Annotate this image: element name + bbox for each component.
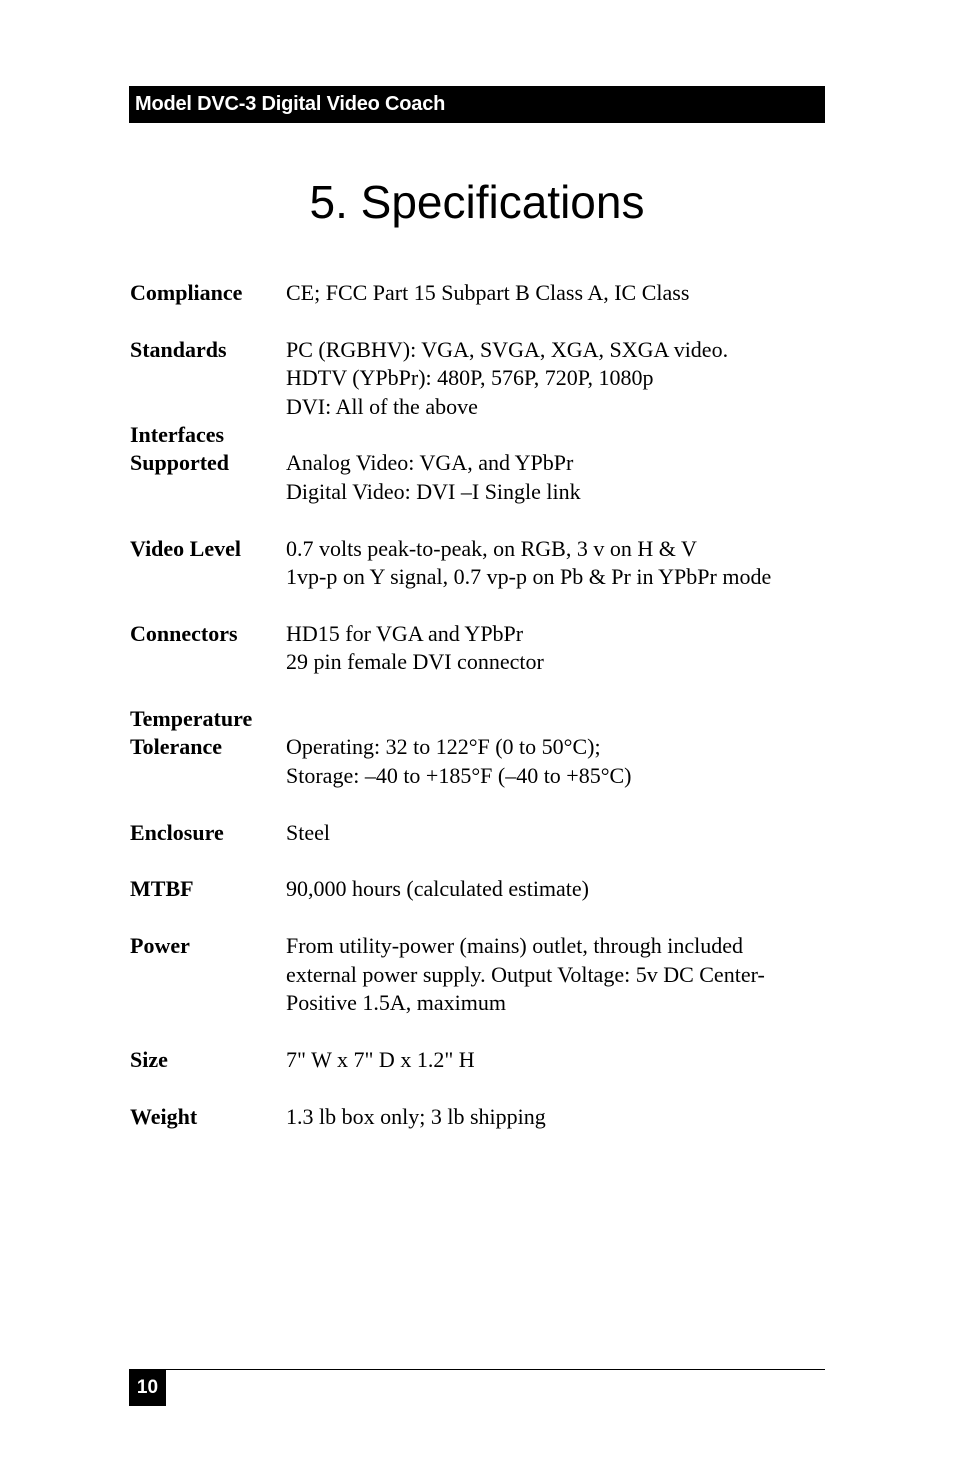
spec-row-enclosure: [130, 819, 830, 847]
spec-value: [286, 705, 830, 733]
spec-row-connectors: [130, 620, 830, 677]
spec-value: Steel: [286, 819, 330, 845]
spec-label: Standards: [130, 336, 227, 362]
spec-value: Storage: –40 to +185°F (–40 to +85°C): [286, 762, 632, 788]
spec-value: external power supply. Output Voltage: 5v DC Center-: [286, 961, 765, 987]
spec-values: [286, 421, 830, 506]
spec-values: [286, 705, 830, 790]
spec-row-interfaces-supported: [130, 421, 830, 506]
spec-value: 1.3 lb box only; 3 lb shipping: [286, 1103, 546, 1129]
spec-value: HD15 for VGA and YPbPr: [286, 620, 524, 646]
spec-value: [286, 421, 830, 449]
spec-value: Operating: 32 to 122°F (0 to 50°C);: [286, 734, 601, 760]
spec-value: 1vp-p on Y signal, 0.7 vp-p on Pb & Pr in YPbPr mode: [286, 564, 772, 590]
spec-label: Connectors: [130, 620, 238, 646]
spec-values: [286, 1046, 830, 1074]
spec-label: MTBF: [130, 876, 194, 902]
spec-values: [286, 279, 830, 307]
spec-label: Weight: [130, 1103, 198, 1129]
spec-value: DVI: All of the above: [286, 393, 478, 419]
spec-values: [286, 932, 830, 1017]
spec-value: 29 pin female DVI connector: [286, 649, 544, 675]
spec-value: 0.7 volts peak-to-peak, on RGB, 3 v on H & V: [286, 535, 697, 561]
spec-row-power: [130, 932, 830, 1017]
spec-label: Enclosure: [130, 819, 224, 845]
spec-row-standards: [130, 336, 830, 421]
spec-row-weight: [130, 1103, 830, 1131]
spec-table: [130, 279, 830, 1159]
page-title: 5. Specifications: [309, 176, 645, 228]
spec-label: Video Level: [130, 535, 241, 561]
spec-value: Analog Video: VGA, and YPbPr: [286, 450, 574, 476]
spec-values: [286, 1103, 830, 1131]
spec-row-video-level: [130, 535, 830, 592]
spec-label: Power: [130, 933, 190, 959]
spec-row-temperature-tolerance: [130, 705, 830, 790]
spec-value: Digital Video: DVI –I Single link: [286, 478, 581, 504]
spec-values: [286, 819, 830, 847]
spec-label: Temperature Tolerance: [130, 706, 253, 760]
spec-row-size: [130, 1046, 830, 1074]
spec-value: CE; FCC Part 15 Subpart B Class A, IC Class: [286, 280, 690, 305]
spec-value: PC (RGBHV): VGA, SVGA, XGA, SXGA video.: [286, 336, 729, 362]
spec-values: [286, 620, 830, 677]
spec-label: Size: [130, 1046, 168, 1072]
spec-row-mtbf: [130, 875, 830, 903]
spec-label: Compliance: [130, 280, 243, 305]
spec-value: 7" W x 7" D x 1.2" H: [286, 1046, 475, 1072]
footer-rule: [129, 1369, 825, 1370]
spec-value: From utility-power (mains) outlet, through included: [286, 933, 744, 959]
spec-value: Positive 1.5A, maximum: [286, 990, 506, 1016]
spec-value: 90,000 hours (calculated estimate): [286, 876, 590, 902]
spec-label: Interfaces Supported: [130, 422, 230, 476]
spec-values: [286, 875, 830, 903]
spec-row-compliance: [130, 279, 830, 307]
spec-values: [286, 535, 830, 592]
page-number: 10: [129, 1369, 166, 1406]
spec-value: HDTV (YPbPr): 480P, 576P, 720P, 1080p: [286, 365, 654, 391]
running-header: Model DVC-3 Digital Video Coach: [129, 86, 825, 123]
spec-values: [286, 336, 830, 421]
